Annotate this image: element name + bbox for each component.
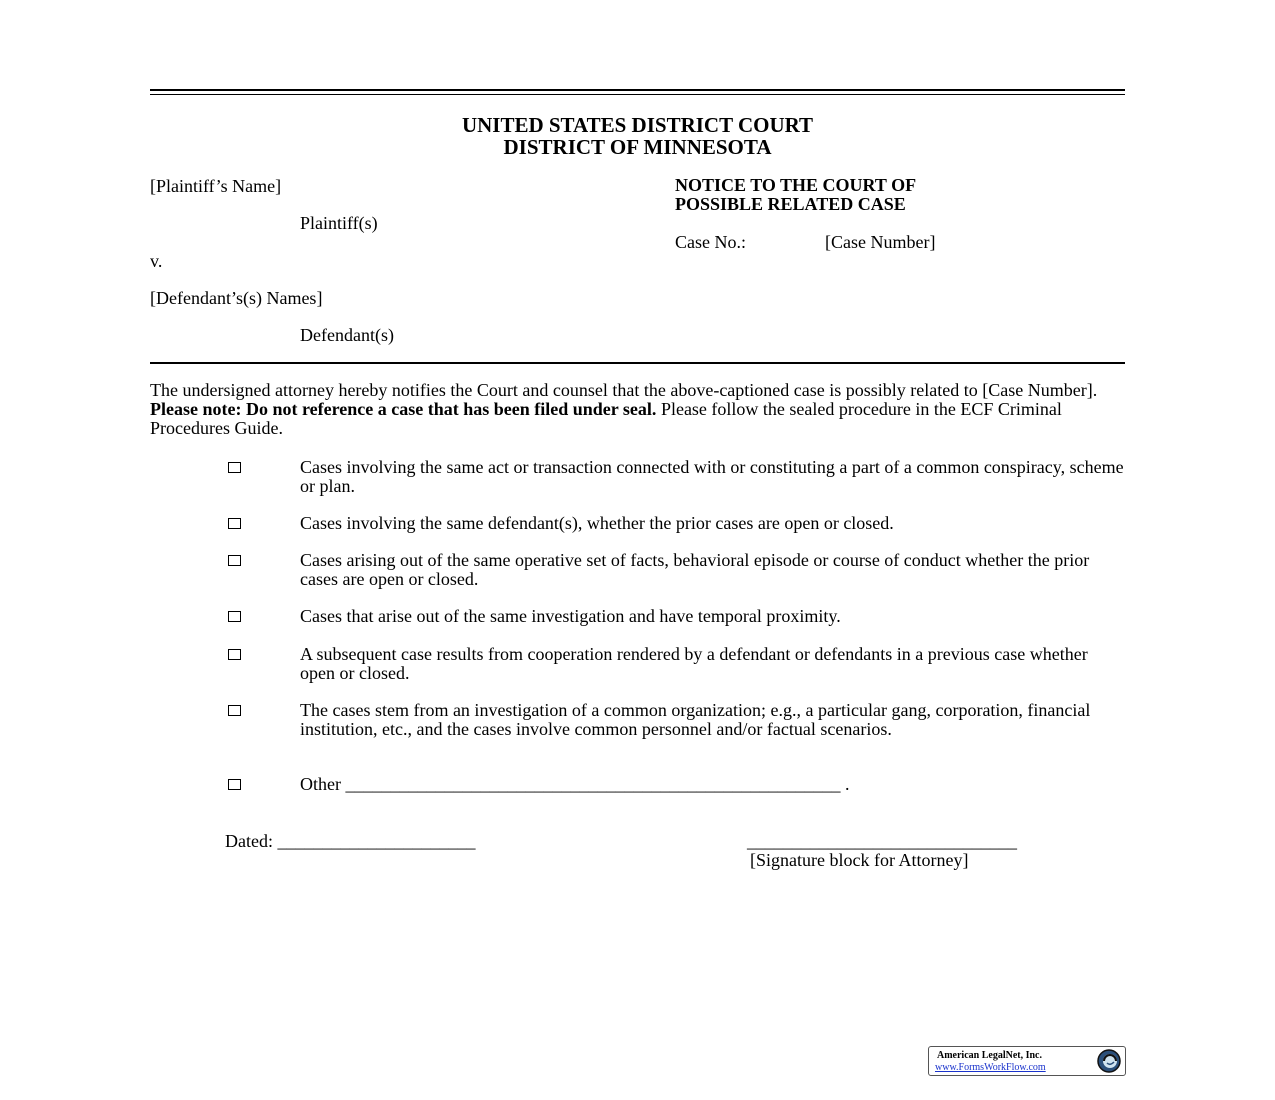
option-text-1: Cases involving the same act or transaction connected with or constituting a part of a common conspiracy, scheme or plan. bbox=[300, 457, 1124, 496]
option-checkbox-other[interactable] bbox=[228, 779, 241, 790]
option-text-other: Other _______________________________________________________ . bbox=[300, 774, 850, 794]
option-checkbox-1[interactable] bbox=[228, 462, 241, 473]
case-no-value: [Case Number] bbox=[825, 232, 936, 252]
globe-icon bbox=[1095, 1048, 1123, 1074]
plaintiff-label: Plaintiff(s) bbox=[300, 213, 378, 233]
option-text-4: Cases that arise out of the same investigation and have temporal proximity. bbox=[300, 606, 841, 626]
option-checkbox-2[interactable] bbox=[228, 518, 241, 529]
option-text-5: A subsequent case results from cooperation rendered by a defendant or defendants in a previous case whether open or closed. bbox=[300, 644, 1088, 683]
signature-line[interactable]: ______________________________ bbox=[747, 831, 1017, 851]
notice-title-line2: POSSIBLE RELATED CASE bbox=[675, 194, 906, 214]
company-logo bbox=[928, 1046, 1126, 1076]
option-text-3: Cases arising out of the same operative set of facts, behavioral episode or course of conduct whether the prior cases are open or closed. bbox=[300, 550, 1090, 589]
option-checkbox-5[interactable] bbox=[228, 649, 241, 660]
versus: v. bbox=[150, 251, 163, 271]
signature-block-label: [Signature block for Attorney] bbox=[750, 850, 969, 870]
dated-field[interactable]: Dated: ______________________ bbox=[225, 831, 476, 851]
court-name: UNITED STATES DISTRICT COURT bbox=[461, 113, 814, 137]
plaintiff-name: [Plaintiff’s Name] bbox=[150, 176, 282, 196]
top-rule-lower bbox=[150, 94, 1125, 95]
option-checkbox-4[interactable] bbox=[228, 611, 241, 622]
defendant-label: Defendant(s) bbox=[300, 325, 394, 345]
caption-rule bbox=[150, 362, 1125, 364]
top-rule-upper bbox=[150, 89, 1125, 91]
intro-text: The undersigned attorney hereby notifies the Court and counsel that the above-captioned case is possibly related to [Case Number]. bbox=[150, 380, 1098, 400]
intro-procedure: Please follow the sealed procedure in the ECF Criminal Procedures Guide. bbox=[150, 399, 1062, 438]
option-checkbox-6[interactable] bbox=[228, 705, 241, 716]
company-url-link[interactable]: www.FormsWorkFlow.com bbox=[935, 1062, 1046, 1073]
court-district: DISTRICT OF MINNESOTA bbox=[503, 135, 772, 159]
intro-paragraph bbox=[150, 381, 1125, 438]
defendant-name: [Defendant’s(s) Names] bbox=[150, 288, 323, 308]
option-checkbox-3[interactable] bbox=[228, 555, 241, 566]
case-no-label: Case No.: bbox=[675, 232, 746, 252]
company-name: American LegalNet, Inc. bbox=[937, 1050, 1042, 1061]
option-text-6: The cases stem from an investigation of a common organization; e.g., a particular gang, corporation, financial institution, etc., and the cases involve common personnel and/or factual scenarios. bbox=[300, 700, 1091, 739]
intro-sealed-warning: Please note: Do not reference a case that has been filed under seal. bbox=[150, 399, 657, 419]
option-text-2: Cases involving the same defendant(s), whether the prior cases are open or closed. bbox=[300, 513, 894, 533]
notice-title-line1: NOTICE TO THE COURT OF bbox=[675, 175, 917, 195]
